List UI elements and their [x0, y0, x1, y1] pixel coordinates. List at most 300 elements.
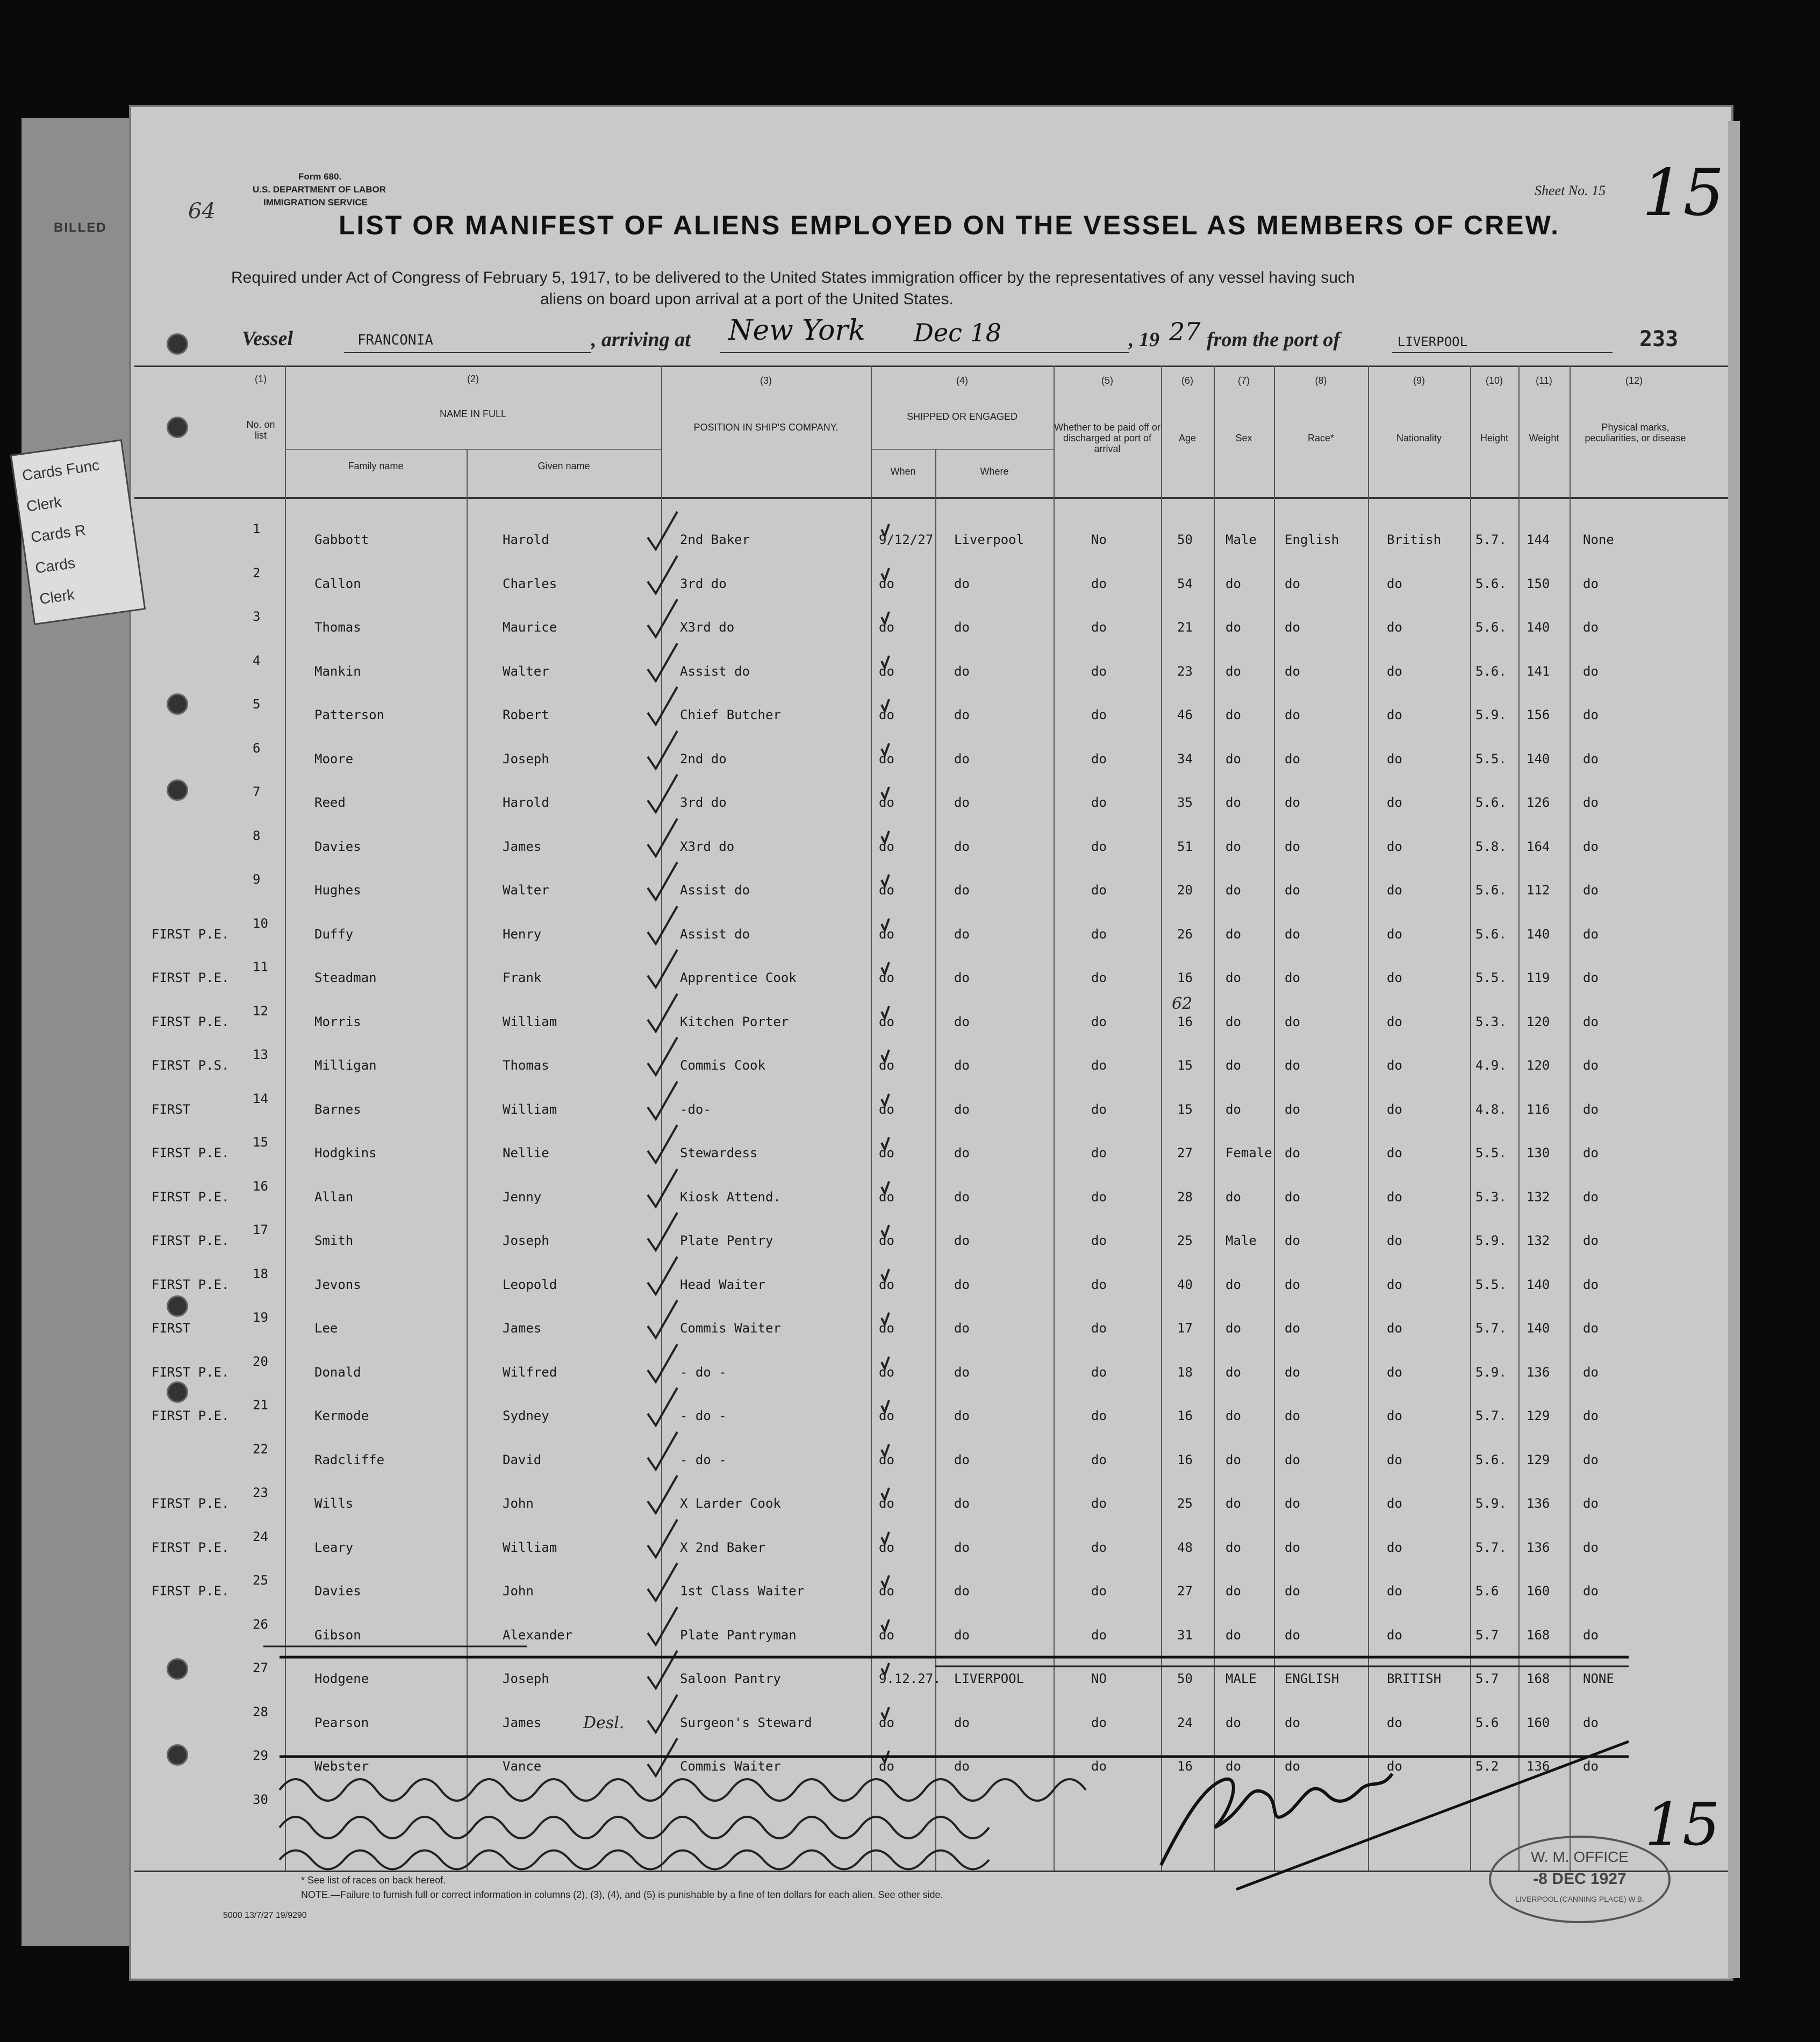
- row-height: 5.7: [1475, 1671, 1499, 1686]
- row-when: do: [879, 1233, 894, 1248]
- row-position: Assist do: [680, 883, 750, 898]
- col8-number: (8): [1315, 375, 1327, 386]
- cancel-wave-1: [280, 1779, 1086, 1801]
- row-height: 4.8.: [1475, 1102, 1507, 1117]
- row-given: Harold: [503, 795, 549, 810]
- check-mark: [882, 1444, 889, 1456]
- row-family: Wills: [314, 1496, 354, 1511]
- row-given: John: [503, 1584, 534, 1599]
- row-when: do: [879, 1190, 894, 1205]
- row-position: Plate Pentry: [680, 1233, 773, 1248]
- check-mark: [648, 819, 677, 856]
- row-sex: do: [1226, 1014, 1241, 1029]
- row-marks: do: [1583, 707, 1599, 722]
- row-race: do: [1285, 795, 1300, 810]
- row-where: do: [954, 576, 970, 591]
- row-weight: 130: [1527, 1145, 1550, 1160]
- check-mark: [648, 906, 677, 944]
- row-nat: British: [1387, 532, 1442, 547]
- corner-mark: 64: [188, 199, 216, 224]
- check-mark: [882, 1620, 889, 1631]
- row-family: Donald: [314, 1365, 361, 1380]
- billed-label: BILLED: [54, 220, 107, 235]
- check-mark: [648, 556, 677, 593]
- row-nat: do: [1387, 927, 1402, 942]
- row-given: Sydney: [503, 1408, 549, 1423]
- row-family: Patterson: [314, 707, 385, 722]
- row-age: 17: [1177, 1321, 1193, 1336]
- row-position: X3rd do: [680, 620, 735, 635]
- row-no: 15: [253, 1135, 268, 1150]
- row-nat: do: [1387, 751, 1402, 766]
- row-age: 15: [1177, 1058, 1193, 1073]
- row-no: 14: [253, 1091, 268, 1106]
- row-pe-mark: FIRST P.E.: [152, 1277, 230, 1292]
- row-pe-mark: FIRST P.E.: [152, 1190, 230, 1205]
- col9-header: Nationality: [1396, 433, 1442, 443]
- row-nat: do: [1387, 1277, 1402, 1292]
- row-height: 5.6: [1475, 1715, 1499, 1730]
- row-nat: do: [1387, 1190, 1402, 1205]
- row-age: 16: [1177, 1014, 1193, 1029]
- row-height: 5.9.: [1475, 1496, 1507, 1511]
- row-paid: do: [1091, 883, 1107, 898]
- row-nat: do: [1387, 1628, 1402, 1643]
- row-paid: do: [1091, 1540, 1107, 1555]
- row-position: 2nd do: [680, 751, 727, 766]
- check-mark: [648, 1300, 677, 1338]
- row-no: 27: [253, 1660, 268, 1675]
- row-race: do: [1285, 970, 1300, 985]
- row-sex: do: [1226, 927, 1241, 942]
- row-weight: 136: [1527, 1365, 1550, 1380]
- check-mark: [648, 1475, 677, 1513]
- row-where: do: [954, 1365, 970, 1380]
- cancel-wave-2: [280, 1817, 989, 1838]
- check-mark: [882, 1532, 889, 1544]
- check-mark: [648, 687, 677, 725]
- check-mark: [648, 1037, 677, 1075]
- check-mark: [882, 1575, 889, 1587]
- age-correction: 62: [1172, 994, 1193, 1013]
- check-mark: [648, 731, 677, 769]
- row-family: Gabbott: [314, 532, 369, 547]
- row-height: 5.6.: [1475, 795, 1507, 810]
- check-mark: [648, 512, 677, 549]
- row-no: 9: [253, 872, 261, 887]
- row-height: 5.9.: [1475, 1365, 1507, 1380]
- row-when: do: [879, 751, 894, 766]
- row-weight: 132: [1527, 1190, 1550, 1205]
- row-sex: do: [1226, 1102, 1241, 1117]
- row-nat: do: [1387, 883, 1402, 898]
- row-race: do: [1285, 1408, 1300, 1423]
- row-pe-mark: FIRST P.E.: [152, 1014, 230, 1029]
- row-given: Walter: [503, 664, 549, 679]
- row-where: do: [954, 1408, 970, 1423]
- row-marks: do: [1583, 1496, 1599, 1511]
- check-marks: [648, 512, 889, 1776]
- row-sex: do: [1226, 576, 1241, 591]
- row-position: Chief Butcher: [680, 707, 781, 722]
- row-no: 11: [253, 959, 268, 975]
- row-age: 26: [1177, 927, 1193, 942]
- row-when: do: [879, 1496, 894, 1511]
- row-paid: do: [1091, 1628, 1107, 1643]
- row-nat: do: [1387, 1496, 1402, 1511]
- row-height: 5.5.: [1475, 970, 1507, 985]
- row-sex: do: [1226, 970, 1241, 985]
- row-given: John: [503, 1496, 534, 1511]
- check-mark: [648, 1695, 677, 1732]
- deserted-note: Desl.: [583, 1714, 625, 1732]
- row-when: do: [879, 1715, 894, 1730]
- row-no: 13: [253, 1047, 268, 1062]
- stamp-line: Clerk: [25, 493, 63, 515]
- row-height: 5.2: [1475, 1759, 1499, 1774]
- check-mark: [882, 612, 889, 624]
- row-position: - do -: [680, 1365, 727, 1380]
- row-age: 25: [1177, 1233, 1193, 1248]
- row-given: Harold: [503, 532, 549, 547]
- row-nat: do: [1387, 1058, 1402, 1073]
- row-nat: BRITISH: [1387, 1671, 1442, 1686]
- row-height: 5.6: [1475, 1584, 1499, 1599]
- stamp-line: Cards Func: [21, 456, 101, 484]
- row-position: Stewardess: [680, 1145, 758, 1160]
- row-sex: do: [1226, 1584, 1241, 1599]
- col11-number: (11): [1536, 375, 1552, 386]
- row-age: 16: [1177, 1408, 1193, 1423]
- row-where: do: [954, 1628, 970, 1643]
- footnote-penalty: NOTE.—Failure to furnish full or correct information in columns (2), (3), (4), and (5) is punishable by a fine of ten dollars for each alien. See other side.: [301, 1889, 943, 1900]
- row-marks: do: [1583, 1145, 1599, 1160]
- row-height: 5.6.: [1475, 1452, 1507, 1467]
- col7-header: Sex: [1235, 433, 1252, 443]
- row-race: do: [1285, 1365, 1300, 1380]
- check-mark: [882, 1137, 889, 1149]
- row-sex: do: [1226, 1715, 1241, 1730]
- row-height: 5.8.: [1475, 839, 1507, 854]
- row-paid: do: [1091, 1408, 1107, 1423]
- row-family: Webster: [314, 1759, 369, 1774]
- row-when: do: [879, 1540, 894, 1555]
- col11-header: Weight: [1529, 433, 1559, 443]
- row-paid: do: [1091, 1058, 1107, 1073]
- row-given: James: [503, 839, 542, 854]
- row-age: 35: [1177, 795, 1193, 810]
- stamp-line: Cards R: [30, 521, 87, 546]
- row-where: Liverpool: [954, 532, 1024, 547]
- row-height: 5.3.: [1475, 1190, 1507, 1205]
- row-given: William: [503, 1014, 557, 1029]
- vessel-name: FRANCONIA: [357, 332, 433, 348]
- row-when: do: [879, 927, 894, 942]
- row-paid: do: [1091, 839, 1107, 854]
- row-marks: do: [1583, 1584, 1599, 1599]
- vessel-label: Vessel: [242, 327, 293, 350]
- row-no: 18: [253, 1266, 268, 1281]
- row-paid: do: [1091, 620, 1107, 635]
- row-race: do: [1285, 1715, 1300, 1730]
- row-weight: 168: [1527, 1671, 1550, 1686]
- row-when: do: [879, 1145, 894, 1160]
- check-mark: [882, 919, 889, 930]
- row-age: 34: [1177, 751, 1193, 766]
- row-position: Apprentice Cook: [680, 970, 797, 985]
- check-mark: [648, 1388, 677, 1425]
- row-when: do: [879, 1102, 894, 1117]
- row-marks: do: [1583, 1058, 1599, 1073]
- row-race: do: [1285, 1233, 1300, 1248]
- row-marks: do: [1583, 970, 1599, 985]
- row-pe-mark: FIRST P.E.: [152, 1408, 230, 1423]
- sheet-label: Sheet No.: [1535, 183, 1588, 198]
- row-when: do: [879, 883, 894, 898]
- row-when: do: [879, 1277, 894, 1292]
- row-age: 23: [1177, 664, 1193, 679]
- row-weight: 160: [1527, 1584, 1550, 1599]
- row-age: 46: [1177, 707, 1193, 722]
- row-weight: 129: [1527, 1408, 1550, 1423]
- row-nat: do: [1387, 1365, 1402, 1380]
- row-family: Pearson: [314, 1715, 369, 1730]
- row-marks: do: [1583, 1408, 1599, 1423]
- row-age: 20: [1177, 883, 1193, 898]
- row-age: 16: [1177, 1452, 1193, 1467]
- row-race: do: [1285, 927, 1300, 942]
- row-race: do: [1285, 1584, 1300, 1599]
- row-family: Allan: [314, 1190, 354, 1205]
- row-height: 4.9.: [1475, 1058, 1507, 1073]
- row-age: 18: [1177, 1365, 1193, 1380]
- check-mark: [882, 1181, 889, 1193]
- row-given: Frank: [503, 970, 542, 985]
- row-given: Thomas: [503, 1058, 549, 1073]
- row-paid: do: [1091, 1014, 1107, 1029]
- row-pe-mark: FIRST P.E.: [152, 970, 230, 985]
- row-where: do: [954, 1584, 970, 1599]
- row-weight: 144: [1527, 532, 1550, 547]
- row-where: do: [954, 1759, 970, 1774]
- row-sex: do: [1226, 1759, 1241, 1774]
- row-where: LIVERPOOL: [954, 1671, 1024, 1686]
- row-paid: do: [1091, 1277, 1107, 1292]
- row-paid: No: [1091, 532, 1107, 547]
- check-mark: [648, 994, 677, 1031]
- row-position: Surgeon's Steward: [680, 1715, 812, 1730]
- row-sex: Female: [1226, 1145, 1272, 1160]
- row-sex: do: [1226, 707, 1241, 722]
- row-sex: do: [1226, 664, 1241, 679]
- row-given: Nellie: [503, 1145, 549, 1160]
- row-when: do: [879, 795, 894, 810]
- row-paid: do: [1091, 1584, 1107, 1599]
- row-race: English: [1285, 532, 1339, 547]
- sheet-value: 15: [1592, 183, 1606, 198]
- row-sex: MALE: [1226, 1671, 1257, 1686]
- row-where: do: [954, 839, 970, 854]
- row-marks: do: [1583, 664, 1599, 679]
- check-mark: [882, 1225, 889, 1237]
- row-age: 24: [1177, 1715, 1193, 1730]
- row-marks: do: [1583, 839, 1599, 854]
- col4a-header: When: [890, 466, 916, 477]
- row-nat: do: [1387, 576, 1402, 591]
- check-mark: [648, 862, 677, 900]
- col3-number: (3): [760, 375, 772, 386]
- row-family: Hodgene: [314, 1671, 369, 1686]
- row-marks: None: [1583, 532, 1614, 547]
- row-where: do: [954, 1277, 970, 1292]
- row-no: 10: [253, 916, 268, 931]
- row-marks: do: [1583, 1759, 1599, 1774]
- row-no: 22: [253, 1442, 268, 1457]
- row-sex: do: [1226, 751, 1241, 766]
- row-no: 5: [253, 697, 261, 712]
- col7-number: (7): [1238, 375, 1250, 386]
- row-paid: do: [1091, 751, 1107, 766]
- row-marks: do: [1583, 1452, 1599, 1467]
- check-mark: [882, 1050, 889, 1062]
- check-mark: [648, 1563, 677, 1601]
- from-port-label: from the port of: [1207, 328, 1341, 351]
- row-age: 25: [1177, 1496, 1193, 1511]
- row-no: 24: [253, 1529, 268, 1544]
- row-age: 51: [1177, 839, 1193, 854]
- row-where: do: [954, 1145, 970, 1160]
- row-given: Henry: [503, 927, 542, 942]
- row-position: 3rd do: [680, 576, 727, 591]
- row-paid: do: [1091, 1452, 1107, 1467]
- row-family: Reed: [314, 795, 346, 810]
- row-pe-mark: FIRST P.E.: [152, 1584, 230, 1599]
- row-height: 5.5.: [1475, 1145, 1507, 1160]
- row-position: Kitchen Porter: [680, 1014, 789, 1029]
- row-where: do: [954, 927, 970, 942]
- row-family: Hodgkins: [314, 1145, 377, 1160]
- check-mark: [648, 1520, 677, 1557]
- row-where: do: [954, 1233, 970, 1248]
- row-position: 2nd Baker: [680, 532, 750, 547]
- col2-header: NAME IN FULL: [439, 409, 507, 419]
- row-nat: do: [1387, 1102, 1402, 1117]
- col4-number: (4): [956, 375, 968, 386]
- row-family: Davies: [314, 1584, 361, 1599]
- row-given: Vance: [503, 1759, 542, 1774]
- row-family: Barnes: [314, 1102, 361, 1117]
- row-where: do: [954, 1321, 970, 1336]
- row-pe-mark: FIRST: [152, 1321, 191, 1336]
- row-where: do: [954, 1540, 970, 1555]
- page-number: 233: [1639, 327, 1679, 352]
- col12-header: Physical marks, peculiarities, or disease: [1585, 422, 1686, 443]
- check-mark: [882, 656, 889, 668]
- row-when: do: [879, 707, 894, 722]
- row-pe-mark: FIRST P.E.: [152, 1145, 230, 1160]
- row-race: do: [1285, 1058, 1300, 1073]
- row-given: Wilfred: [503, 1365, 557, 1380]
- row-age: 16: [1177, 970, 1193, 985]
- row-sex: do: [1226, 1540, 1241, 1555]
- row-paid: NO: [1091, 1671, 1107, 1686]
- row-family: Mankin: [314, 664, 361, 679]
- requirement-line-2: aliens on board upon arrival at a port of the United States.: [540, 290, 954, 308]
- row-nat: do: [1387, 620, 1402, 635]
- col10-number: (10): [1485, 375, 1503, 386]
- row-race: do: [1285, 1540, 1300, 1555]
- row-pe-mark: FIRST P.E.: [152, 1233, 230, 1248]
- col1-number: (1): [255, 374, 267, 384]
- check-mark: [882, 831, 889, 843]
- row-nat: do: [1387, 664, 1402, 679]
- row-given: Leopold: [503, 1277, 557, 1292]
- check-mark: [648, 1081, 677, 1119]
- row-height: 5.3.: [1475, 1014, 1507, 1029]
- row-weight: 140: [1527, 927, 1550, 942]
- col9-number: (9): [1413, 375, 1425, 386]
- row-sex: do: [1226, 1452, 1241, 1467]
- row-where: do: [954, 883, 970, 898]
- handwritten-sheet-number: 15: [1642, 156, 1724, 231]
- row-marks: do: [1583, 1365, 1599, 1380]
- row-where: do: [954, 795, 970, 810]
- row-when: do: [879, 664, 894, 679]
- office-stamp-date: -8 DEC 1927: [1533, 1870, 1626, 1888]
- row-paid: do: [1091, 664, 1107, 679]
- row-family: Smith: [314, 1233, 354, 1248]
- form-number: Form 680.: [298, 171, 342, 182]
- stamp-line: Cards: [34, 554, 76, 577]
- row-position: Assist do: [680, 927, 750, 942]
- row-marks: do: [1583, 1715, 1599, 1730]
- from-port: LIVERPOOL: [1398, 334, 1468, 349]
- row-no: 8: [253, 828, 261, 843]
- row-height: 5.6.: [1475, 664, 1507, 679]
- row-no: 17: [253, 1222, 268, 1237]
- row-nat: do: [1387, 970, 1402, 985]
- row-marks: do: [1583, 1233, 1599, 1248]
- row-race: do: [1285, 576, 1300, 591]
- row-weight: 136: [1527, 1540, 1550, 1555]
- row-family: Lee: [314, 1321, 338, 1336]
- check-mark: [882, 962, 889, 974]
- row-paid: do: [1091, 1365, 1107, 1380]
- row-family: Kermode: [314, 1408, 369, 1423]
- row-paid: do: [1091, 1321, 1107, 1336]
- row-position: 1st Class Waiter: [680, 1584, 805, 1599]
- row-when: 9.12.27.: [879, 1671, 941, 1686]
- row-marks: do: [1583, 1540, 1599, 1555]
- row-family: Milligan: [314, 1058, 377, 1073]
- row-weight: 140: [1527, 620, 1550, 635]
- col2a-header: Family name: [348, 461, 404, 471]
- row-position: - do -: [680, 1452, 727, 1467]
- row-when: do: [879, 576, 894, 591]
- row-paid: do: [1091, 1759, 1107, 1774]
- row-age: 31: [1177, 1628, 1193, 1643]
- row-weight: 119: [1527, 970, 1550, 985]
- row-race: ENGLISH: [1285, 1671, 1339, 1686]
- row-family: Leary: [314, 1540, 354, 1555]
- row-given: Joseph: [503, 751, 549, 766]
- row-given: Joseph: [503, 1233, 549, 1248]
- row-nat: do: [1387, 795, 1402, 810]
- check-mark: [882, 524, 889, 536]
- row-paid: do: [1091, 1190, 1107, 1205]
- row-age: 16: [1177, 1759, 1193, 1774]
- row-position: Commis Waiter: [680, 1321, 781, 1336]
